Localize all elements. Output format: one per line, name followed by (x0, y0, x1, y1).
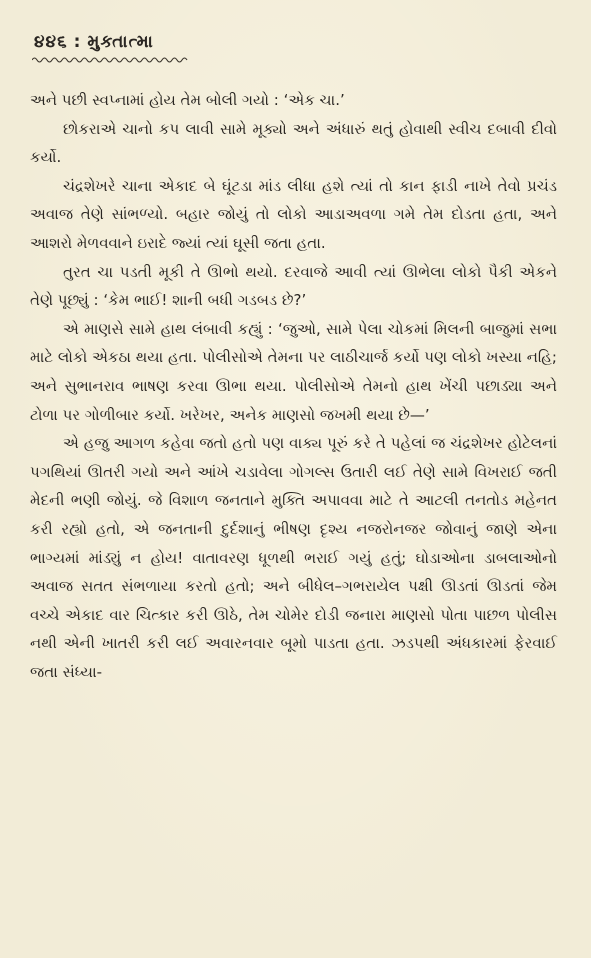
header-separator: : (73, 32, 82, 52)
paragraph: એ માણસે સામે હાથ લંબાવી કહ્યું : ‘જુઓ, સામે પેલા ચોકમાં મિલની બાજુમાં સભા માટે લોકો એકઠા થયા હતા. પોલીસોએ તેમના પર લાઠીચાર્જ કર્યો પણ લોકો ખસ્યા નહિ; અને સુભાનરાવ ભાષણ કરવા ઊભા થયા. પોલીસોએ તેમનો હાથ ખેંચી પછાડ્યા અને ટોળા પર ગોળીબાર કર્યો. ખરેખર, અનેક માણસો જખમી થયા છે—’ (30, 319, 557, 424)
running-header (34, 30, 557, 54)
page-number: ૪૪૬ (34, 32, 68, 52)
paragraph: છોકરાએ ચાનો કપ લાવી સામે મૂક્યો અને અંધારું થતું હોવાથી સ્વીચ દબાવી દીવો કર્યો. (30, 119, 557, 167)
paragraph: અને પછી સ્વપ્નામાં હોય તેમ બોલી ગયો : ‘એક ચા.’ (30, 91, 345, 109)
paragraph: ચંદ્રશેખરે ચાના એકાદ બે ઘૂંટડા માંડ લીધા હશે ત્યાં તો કાન ફાડી નાખે તેવો પ્રચંડ અવાજ તેણે સાંભળ્યો. બહાર જોયું તો લોકો આડાઅવળા ગમે તેમ દોડતા હતા, અને આશરો મેળવવાને ઇરાદે જ્યાં ત્યાં ઘૂસી જતા હતા. (30, 176, 557, 252)
paragraph: એ હજુ આગળ કહેવા જતો હતો પણ વાક્ય પૂરું કરે તે પહેલાં જ ચંદ્રશેખર હોટેલનાં પગથિયાં ઊતરી ગયો અને આંખે ચડાવેલા ગોગલ્સ ઉતારી લઈ તેણે સામે વિખરાઈ જતી મેદની ભણી જોયું. જે વિશાળ જનતાને મુક્તિ અપાવવા માટે તે આટલી તનતોડ મહેનત કરી રહ્યો હતો, એ જનતાની દુર્દશાનું ભીષણ દૃશ્ય નજરોનજર જોવાનું જાણે એના ભાગ્યમાં માંડ્યું ન હોય! વાતાવરણ ધૂળથી ભરાઈ ગયું હતું; ઘોડાઓના ડાબલાઓનો અવાજ સતત સંભળાયા કરતો હતો; અને બીધેલ–ગભરાયેલ પક્ષી ઊડતાં ઊડતાં જેમ વચ્ચે એકાદ વાર ચિત્કાર કરી ઊઠે, તેમ ચોમેર દોડી જનારા માણસો પોતા પાછળ પોલીસ નથી એની ખાતરી કરી લઈ અવારનવાર બૂમો પાડતા હતા. ઝડપથી અંધકારમાં ફેરવાઈ જતા સંધ્યા- (30, 434, 557, 681)
body-text (30, 86, 557, 686)
decorative-wavy-rule (32, 56, 192, 64)
paragraph: તુરત ચા પડતી મૂકી તે ઊભો થયો. દરવાજે આવી ત્યાં ઊભેલા લોકો પૈકી એકને તેણે પૂછ્યું : ‘કેમ ભાઈ! શાની બધી ગડબડ છે?’ (30, 262, 557, 310)
book-title: મુક્તાત્મા (87, 32, 154, 52)
